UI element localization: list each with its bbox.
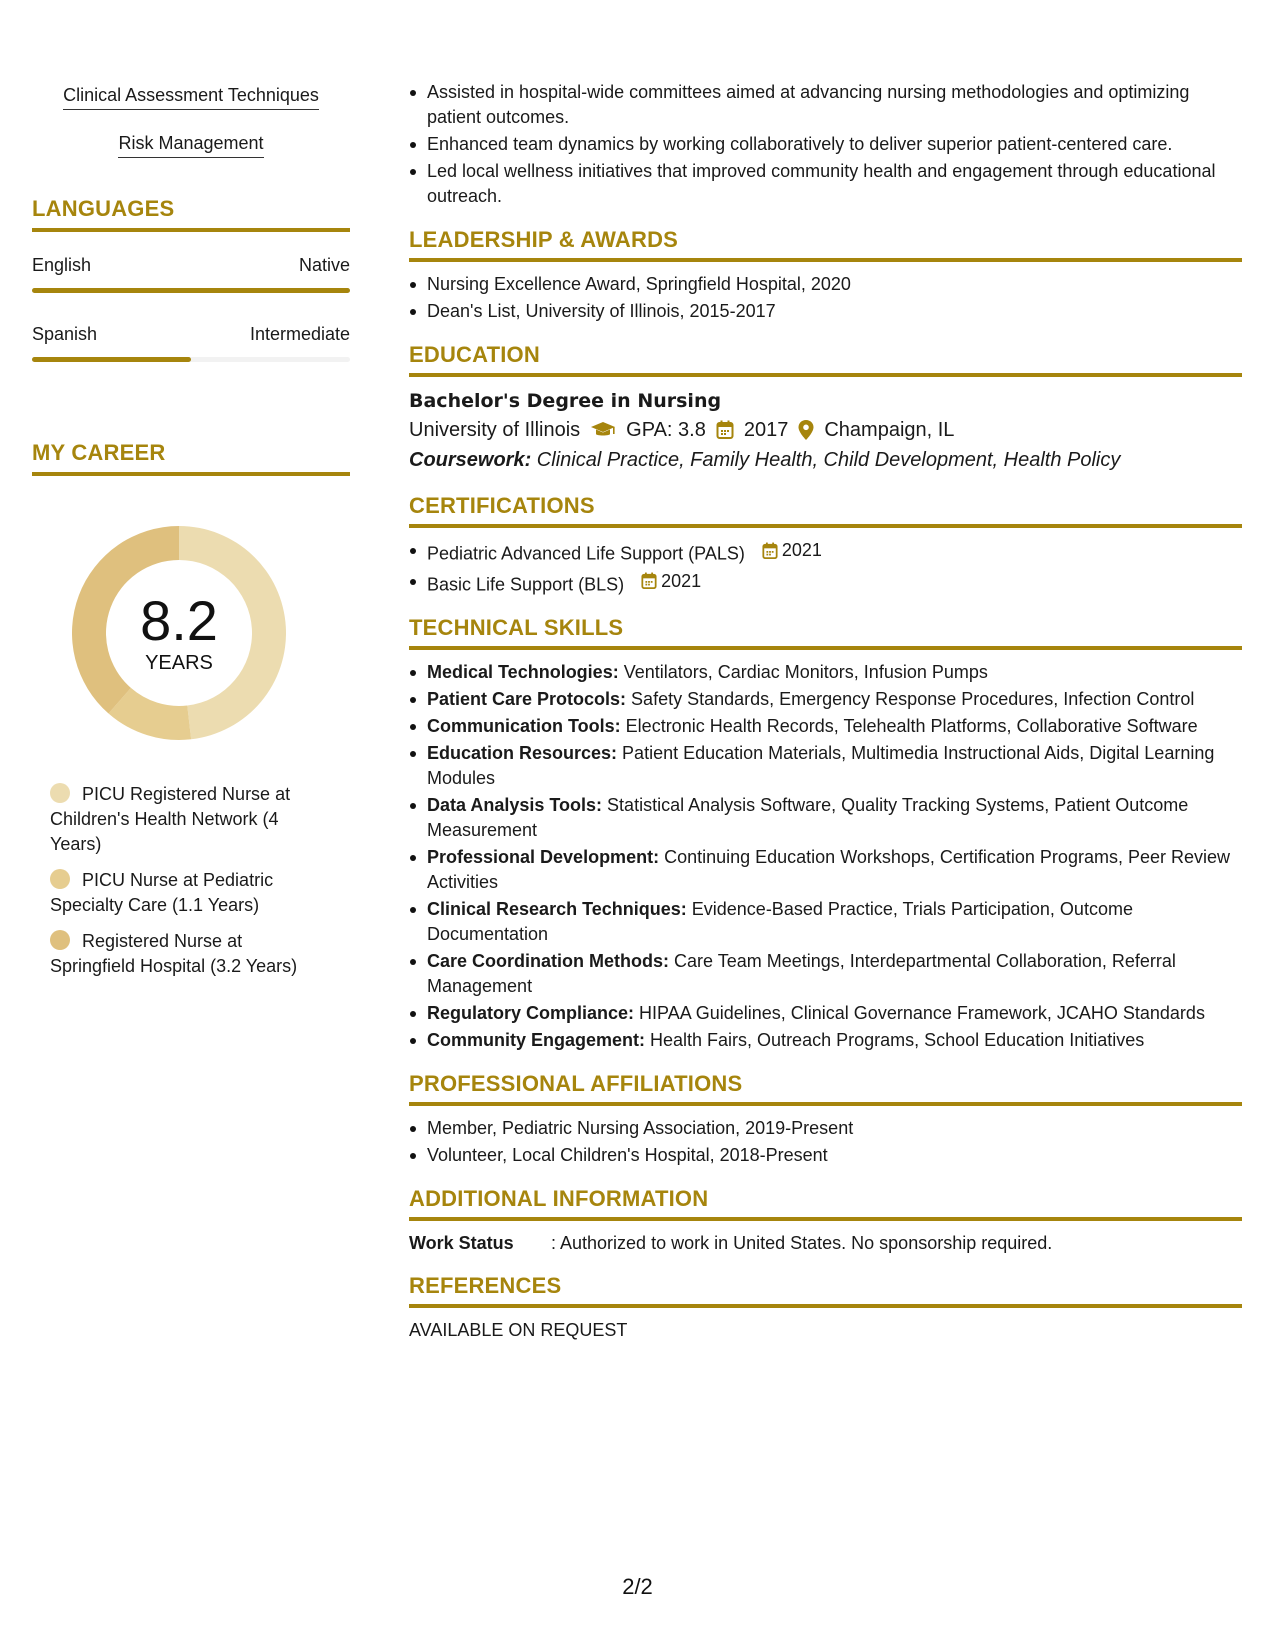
technical-skill-item bbox=[409, 845, 1242, 895]
skill-text: Ventilators, Cardiac Monitors, Infusion Pumps bbox=[618, 662, 988, 682]
language-row bbox=[32, 323, 350, 345]
work-status-row bbox=[409, 1231, 1242, 1255]
work-status-label: Work Status bbox=[409, 1233, 514, 1253]
career-item-text: PICU Nurse at Pediatric Specialty Care (1.1 Years) bbox=[50, 870, 274, 915]
skill-label: Communication Tools: bbox=[427, 716, 621, 736]
skill-label: Education Resources: bbox=[427, 743, 618, 763]
skill-text: Safety Standards, Emergency Response Procedures, Infection Control bbox=[626, 689, 1195, 709]
education-coursework bbox=[409, 445, 1242, 475]
skill-text: Health Fairs, Outreach Programs, School Education Initiatives bbox=[645, 1030, 1145, 1050]
skill-label: Patient Care Protocols: bbox=[427, 689, 627, 709]
career-legend bbox=[50, 782, 320, 979]
education-gpa: GPA: 3.8 bbox=[626, 419, 706, 441]
language-proficiency-fill bbox=[32, 288, 350, 293]
certification-name: Pediatric Advanced Life Support (PALS) bbox=[427, 543, 745, 564]
certification-year: 2021 bbox=[781, 540, 822, 560]
career-donut-chart bbox=[66, 520, 292, 746]
affiliations-heading: PROFESSIONAL AFFILIATIONS bbox=[409, 1071, 1242, 1106]
additional-info-heading: ADDITIONAL INFORMATION bbox=[409, 1186, 1242, 1221]
skill-label: Regulatory Compliance: bbox=[427, 1003, 635, 1023]
references-heading: REFERENCES bbox=[409, 1273, 1242, 1308]
career-section bbox=[32, 440, 350, 979]
calendar-icon bbox=[716, 420, 734, 440]
skill-text: Care Team Meetings, Interdepartmental Collaboration, Referral Management bbox=[427, 951, 1176, 996]
page-number: 2/2 bbox=[622, 1574, 653, 1599]
coursework-label: Coursework: bbox=[409, 449, 532, 471]
certifications-heading: CERTIFICATIONS bbox=[409, 493, 1242, 528]
legend-dot-icon bbox=[50, 783, 70, 803]
legend-dot-icon bbox=[50, 869, 70, 889]
certification-date bbox=[641, 569, 701, 594]
career-heading: MY CAREER bbox=[32, 440, 350, 476]
skill-text: Evidence-Based Practice, Trials Participation, Outcome Documentation bbox=[427, 899, 1133, 944]
technical-skill-item bbox=[409, 1028, 1242, 1053]
left-column bbox=[32, 84, 350, 990]
donut-center bbox=[66, 520, 292, 746]
skill-label: Professional Development: bbox=[427, 847, 660, 867]
experience-bullets bbox=[409, 80, 1242, 209]
affiliation-item: Member, Pediatric Nursing Association, 2019-Present bbox=[409, 1116, 1242, 1141]
leadership-item: Dean's List, University of Illinois, 2015-2017 bbox=[409, 299, 1242, 324]
coursework-text: Clinical Practice, Family Health, Child Development, Health Policy bbox=[531, 449, 1121, 471]
certification-item bbox=[409, 569, 1242, 598]
technical-skill-item bbox=[409, 949, 1242, 999]
skill-text: Electronic Health Records, Telehealth Platforms, Collaborative Software bbox=[620, 716, 1198, 736]
language-level: Intermediate bbox=[249, 324, 350, 344]
skill-label: Care Coordination Methods: bbox=[427, 951, 669, 971]
experience-bullet: Led local wellness initiatives that improved community health and engagement through educational outreach. bbox=[409, 159, 1242, 209]
education-location: Champaign, IL bbox=[824, 419, 955, 441]
career-item-text: PICU Registered Nurse at Children's Health Network (4 Years) bbox=[50, 784, 291, 854]
skill-label: Community Engagement: bbox=[427, 1030, 646, 1050]
skill-text: Statistical Analysis Software, Quality Tracking Systems, Patient Outcome Measurement bbox=[427, 795, 1189, 840]
calendar-icon bbox=[762, 542, 778, 560]
languages-heading: LANGUAGES bbox=[32, 196, 350, 232]
languages-section bbox=[32, 196, 350, 362]
language-proficiency-bar bbox=[32, 288, 350, 293]
certification-date bbox=[762, 538, 822, 563]
certification-year: 2021 bbox=[661, 570, 702, 591]
technical-skills-list bbox=[409, 660, 1242, 1053]
language-proficiency-bar bbox=[32, 357, 350, 362]
experience-bullet: Assisted in hospital-wide committees aimed at advancing nursing methodologies and optimizing patient outcomes. bbox=[409, 80, 1242, 130]
language-row bbox=[32, 254, 350, 276]
location-pin-icon bbox=[798, 420, 814, 440]
skill-tags bbox=[32, 84, 350, 180]
skill-tag: Clinical Assessment Techniques bbox=[63, 84, 319, 110]
career-legend-item bbox=[50, 868, 320, 918]
technical-skills-heading: TECHNICAL SKILLS bbox=[409, 615, 1242, 650]
technical-skill-item bbox=[409, 660, 1242, 685]
skill-text: Continuing Education Workshops, Certification Programs, Peer Review Activities bbox=[427, 847, 1230, 892]
leadership-heading: LEADERSHIP & AWARDS bbox=[409, 227, 1242, 262]
technical-skill-item bbox=[409, 687, 1242, 712]
career-legend-item bbox=[50, 929, 320, 979]
career-years-unit: YEARS bbox=[145, 652, 213, 674]
skill-text: HIPAA Guidelines, Clinical Governance Framework, JCAHO Standards bbox=[634, 1003, 1205, 1023]
affiliation-item: Volunteer, Local Children's Hospital, 2018-Present bbox=[409, 1143, 1242, 1168]
certification-item bbox=[409, 538, 1242, 567]
certification-name: Basic Life Support (BLS) bbox=[427, 574, 625, 594]
leadership-item: Nursing Excellence Award, Springfield Hospital, 2020 bbox=[409, 272, 1242, 297]
skill-tag: Risk Management bbox=[118, 132, 263, 158]
skill-label: Data Analysis Tools: bbox=[427, 795, 603, 815]
affiliations-list bbox=[409, 1116, 1242, 1168]
career-total-years: 8.2 bbox=[140, 589, 218, 652]
education-degree: Bachelor's Degree in Nursing bbox=[409, 390, 722, 412]
work-status-value: : Authorized to work in United States. No sponsorship required. bbox=[551, 1233, 1053, 1253]
right-column bbox=[409, 80, 1242, 1342]
language-name: English bbox=[32, 255, 92, 275]
certifications-list bbox=[409, 538, 1242, 597]
leadership-list bbox=[409, 272, 1242, 324]
skill-text: Patient Education Materials, Multimedia Instructional Aids, Digital Learning Modules bbox=[427, 743, 1215, 788]
technical-skill-item bbox=[409, 1001, 1242, 1026]
education-year: 2017 bbox=[743, 419, 789, 441]
skill-label: Clinical Research Techniques: bbox=[427, 899, 687, 919]
education-heading: EDUCATION bbox=[409, 342, 1242, 377]
references-text: AVAILABLE ON REQUEST bbox=[409, 1320, 628, 1340]
technical-skill-item bbox=[409, 714, 1242, 739]
career-legend-item bbox=[50, 782, 320, 857]
education-school: University of Illinois bbox=[409, 419, 581, 441]
skill-label: Medical Technologies: bbox=[427, 662, 619, 682]
calendar-icon bbox=[641, 572, 657, 590]
technical-skill-item bbox=[409, 793, 1242, 843]
language-name: Spanish bbox=[32, 324, 98, 344]
education-details bbox=[409, 415, 1242, 445]
technical-skill-item bbox=[409, 741, 1242, 791]
graduation-cap-icon bbox=[590, 421, 616, 439]
career-item-text: Registered Nurse at Springfield Hospital (3.2 Years) bbox=[50, 931, 298, 976]
legend-dot-icon bbox=[50, 930, 70, 950]
experience-bullet: Enhanced team dynamics by working collaboratively to deliver superior patient-centered care. bbox=[409, 132, 1242, 157]
technical-skill-item bbox=[409, 897, 1242, 947]
language-proficiency-fill bbox=[32, 357, 191, 362]
language-level: Native bbox=[298, 255, 350, 275]
